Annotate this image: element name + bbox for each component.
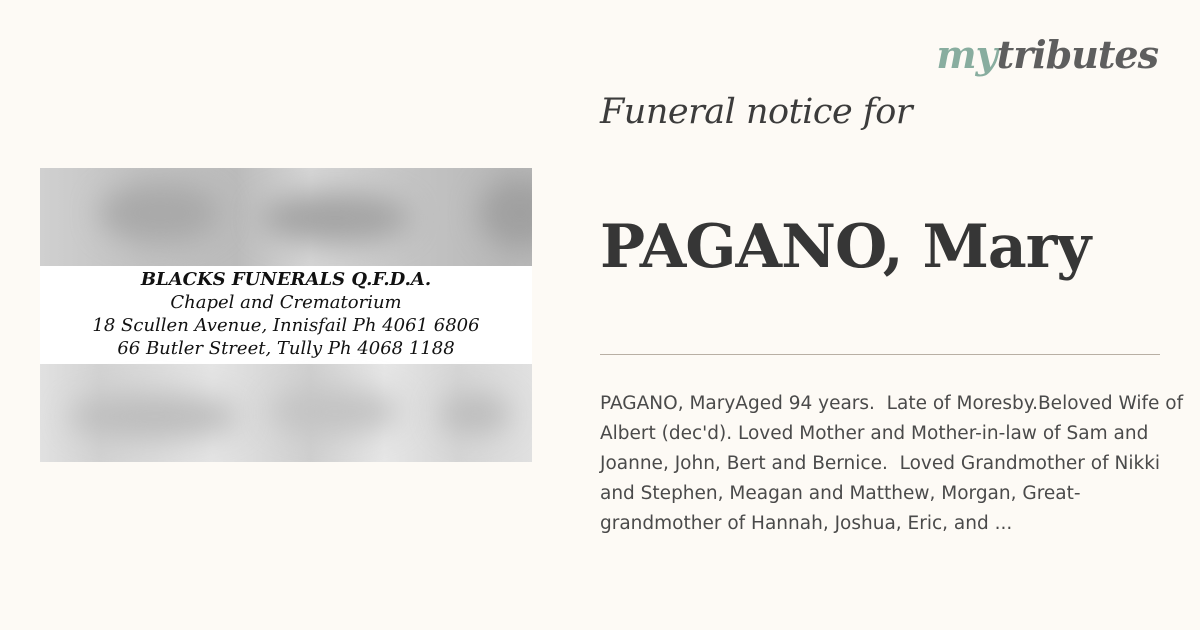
mytributes-logo[interactable] <box>936 32 1158 77</box>
funeral-director-name: BLACKS FUNERALS Q.F.D.A. <box>140 269 432 290</box>
funeral-director-address-2: 66 Butler Street, Tully Ph 4068 1188 <box>117 338 455 359</box>
blurred-footer-area <box>40 364 532 462</box>
logo-my: my <box>936 32 997 77</box>
funeral-notice-image <box>40 168 532 462</box>
logo-tributes: tributes <box>996 32 1158 77</box>
funeral-director-card <box>40 266 532 364</box>
funeral-director-address-1: 18 Scullen Avenue, Innisfail Ph 4061 6806 <box>92 315 480 336</box>
funeral-director-subtitle: Chapel and Crematorium <box>170 292 402 313</box>
notice-heading: Funeral notice for <box>600 92 913 132</box>
divider <box>600 354 1160 355</box>
deceased-name: PAGANO, Mary <box>600 212 1091 282</box>
blurred-header-area <box>40 168 532 266</box>
notice-text: PAGANO, MaryAged 94 years. Late of Moresby.Beloved Wife of Albert (dec'd). Loved Mother and Mother-in-law of Sam and Joanne, John, Bert and Bernice. Loved Grandmother of Nikki and Stephen, Meagan and Matthew, Morgan, Great-grandmother of Hannah, Joshua, Eric, and ... <box>600 393 1190 534</box>
